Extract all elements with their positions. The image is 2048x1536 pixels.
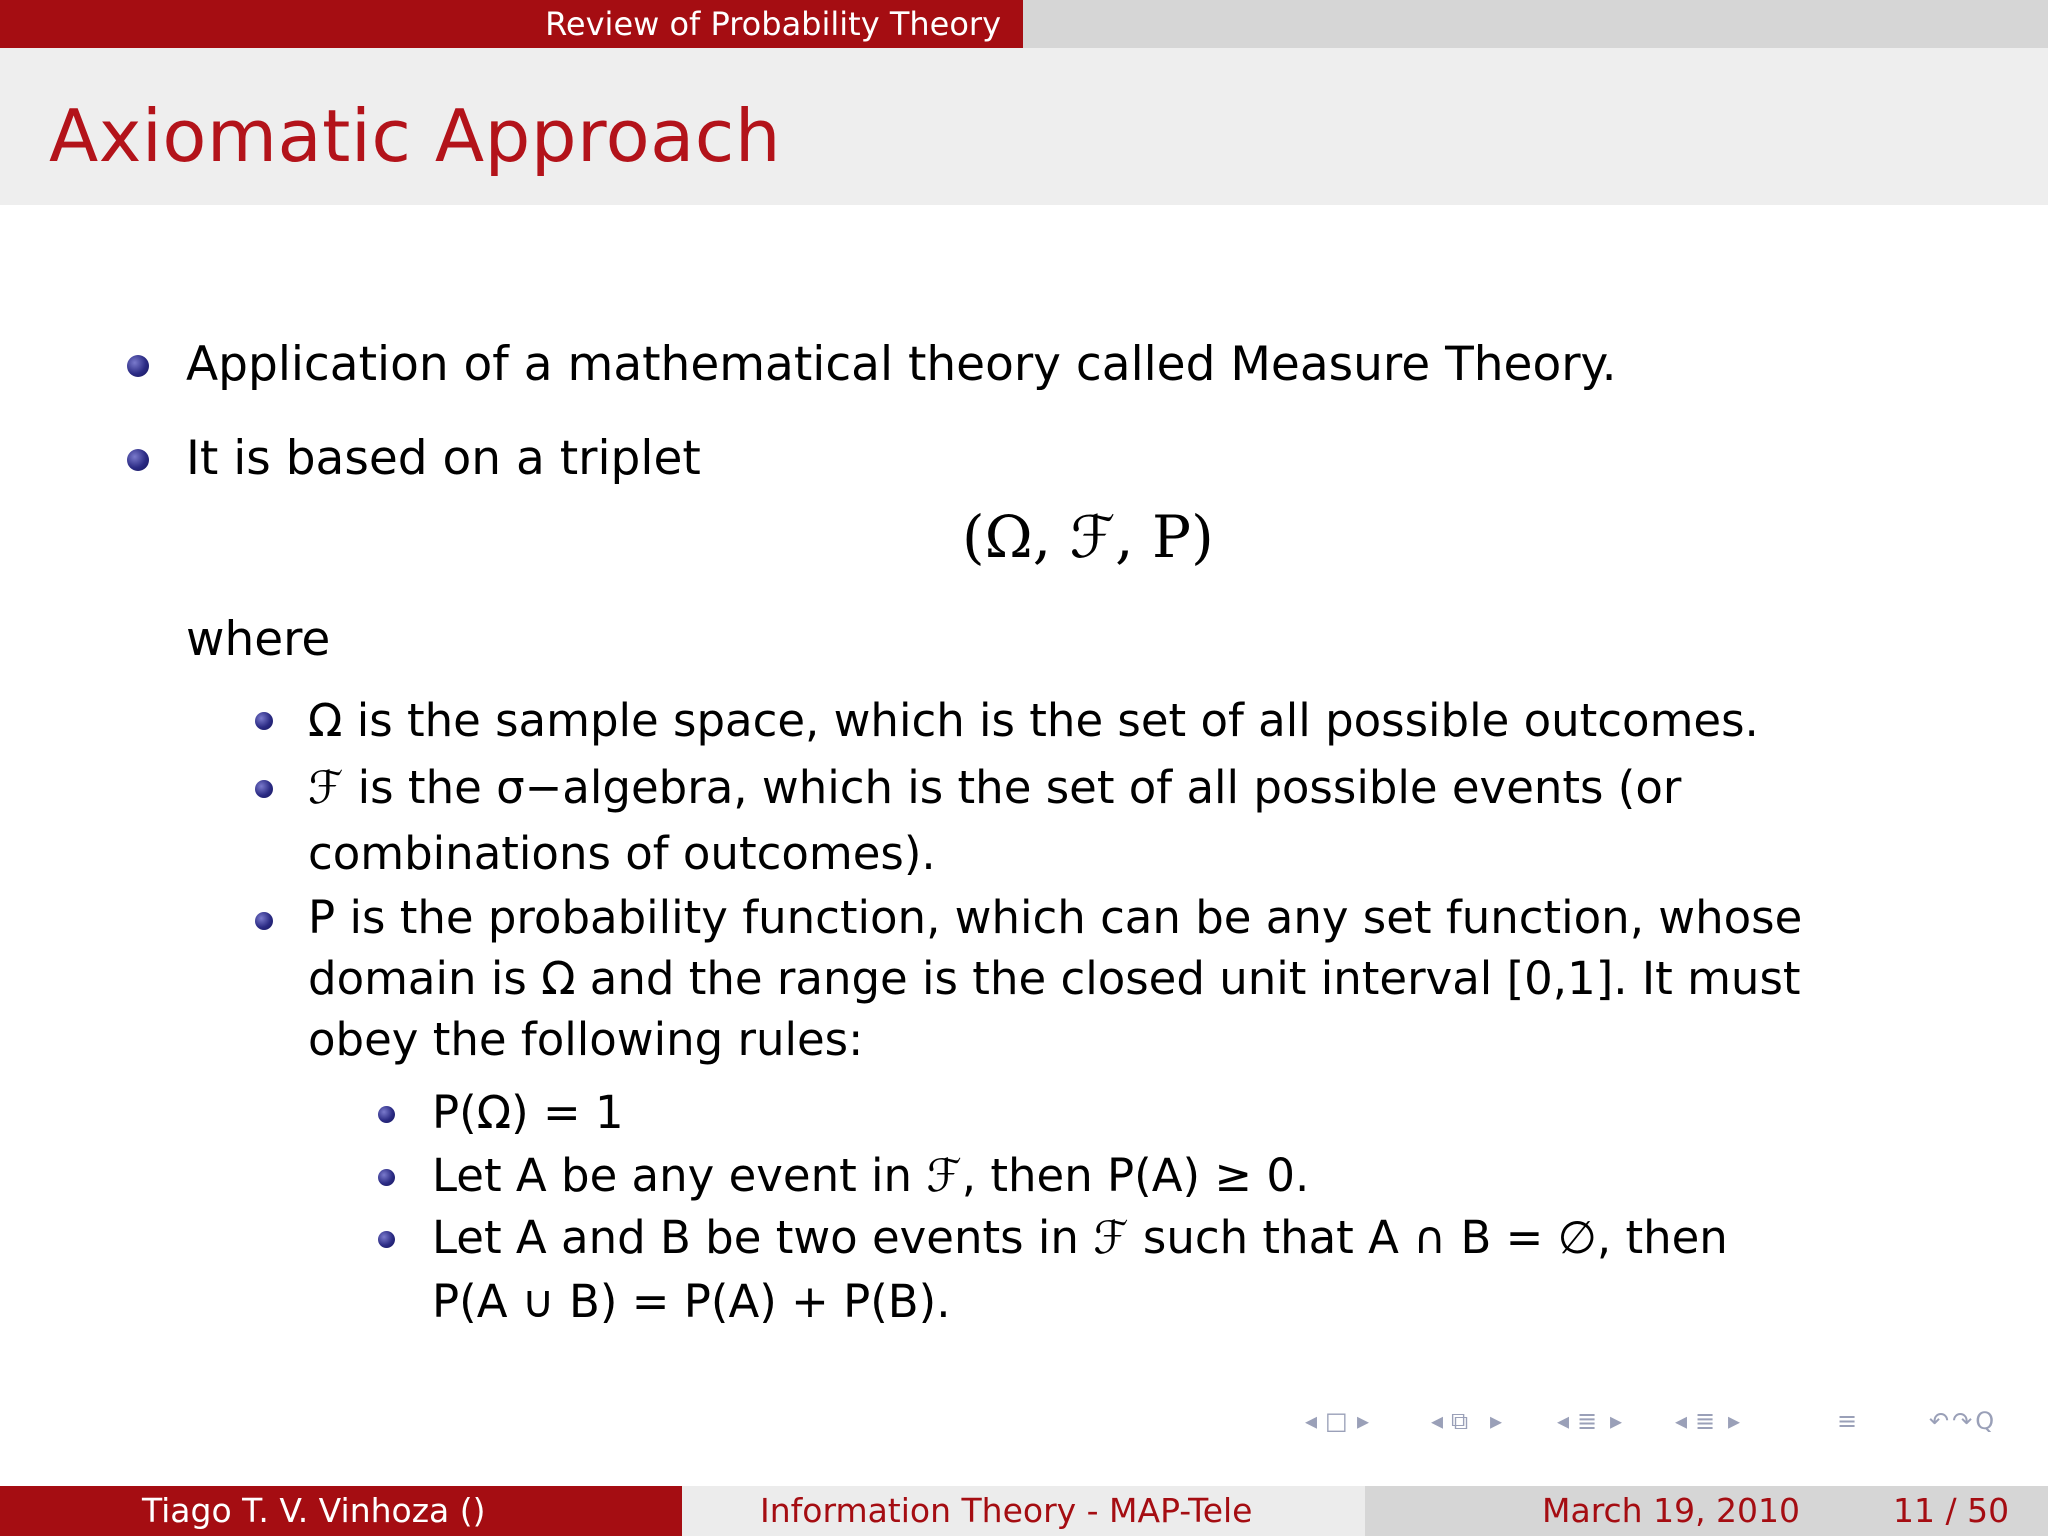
bullet-marker bbox=[378, 1231, 395, 1248]
footer-date-box bbox=[1365, 1486, 2048, 1536]
nav-section-icon[interactable]: ≣ bbox=[1577, 1407, 1598, 1435]
bullet-measure-theory: Application of a mathematical theory called Measure Theory. bbox=[186, 337, 1617, 392]
bullet-marker bbox=[127, 449, 149, 471]
where-text: where bbox=[186, 612, 331, 667]
bullet-marker bbox=[255, 912, 273, 930]
nav-frame-next-icon[interactable]: ▸ bbox=[1357, 1407, 1370, 1435]
nav-subsection-icon[interactable]: ⧉ bbox=[1451, 1407, 1469, 1435]
footer-course-box bbox=[682, 1486, 1365, 1536]
sub-bullet-probability-function-cont2: obey the following rules: bbox=[308, 1013, 864, 1066]
display-math-triplet: (Ω, ℱ, P) bbox=[962, 503, 1214, 571]
header-bar bbox=[0, 0, 2048, 48]
sub-bullet-sample-space: Ω is the sample space, which is the set of all possible outcomes. bbox=[308, 694, 1759, 747]
footer-author: Tiago T. V. Vinhoza () bbox=[142, 1491, 486, 1530]
rule-nonnegativity: Let A be any event in ℱ, then P(A) ≥ 0. bbox=[432, 1149, 1310, 1202]
nav-toc-icon[interactable]: ≡ bbox=[1837, 1407, 1858, 1435]
nav-document-next-icon[interactable]: ▸ bbox=[1728, 1407, 1741, 1435]
rule-additivity-cont: P(A ∪ B) = P(A) + P(B). bbox=[432, 1275, 951, 1328]
footer-page-number: 11 / 50 bbox=[1893, 1491, 2010, 1530]
nav-frame-icon[interactable]: □ bbox=[1325, 1407, 1348, 1435]
nav-section-next-icon[interactable]: ▸ bbox=[1610, 1407, 1623, 1435]
bullet-marker bbox=[378, 1106, 395, 1123]
bullet-marker bbox=[255, 712, 273, 730]
rule-normalization: P(Ω) = 1 bbox=[432, 1086, 624, 1139]
nav-document-icon[interactable]: ≣ bbox=[1695, 1407, 1716, 1435]
nav-search-icon[interactable]: ↶↷Q bbox=[1929, 1407, 1998, 1435]
rule-additivity: Let A and B be two events in ℱ such that A ∩ B = ∅, then bbox=[432, 1211, 1728, 1264]
footer-date: March 19, 2010 bbox=[1542, 1491, 1801, 1530]
bullet-marker bbox=[378, 1169, 395, 1186]
nav-subsection-prev-icon[interactable]: ◂ bbox=[1431, 1407, 1444, 1435]
navigation-symbols bbox=[1305, 1404, 2035, 1438]
bullet-marker bbox=[255, 780, 273, 798]
nav-section-prev-icon[interactable]: ◂ bbox=[1557, 1407, 1570, 1435]
sub-bullet-sigma-algebra: ℱ is the σ−algebra, which is the set of all possible events (or bbox=[308, 761, 1682, 814]
nav-document-prev-icon[interactable]: ◂ bbox=[1675, 1407, 1688, 1435]
footer bbox=[0, 1486, 2048, 1536]
bullet-triplet: It is based on a triplet bbox=[186, 431, 701, 486]
section-name: Review of Probability Theory bbox=[0, 0, 1023, 48]
sub-bullet-sigma-algebra-cont: combinations of outcomes). bbox=[308, 827, 936, 880]
nav-subsection-next-icon[interactable]: ▸ bbox=[1490, 1407, 1503, 1435]
bullet-marker bbox=[127, 355, 149, 377]
slide-title: Axiomatic Approach bbox=[49, 94, 781, 178]
sub-bullet-probability-function: P is the probability function, which can be any set function, whose bbox=[308, 891, 1803, 944]
sub-bullet-probability-function-cont1: domain is Ω and the range is the closed unit interval [0,1]. It must bbox=[308, 952, 1801, 1005]
footer-author-box bbox=[0, 1486, 682, 1536]
nav-frame-prev-icon[interactable]: ◂ bbox=[1305, 1407, 1318, 1435]
footer-course: Information Theory - MAP-Tele bbox=[760, 1491, 1253, 1530]
